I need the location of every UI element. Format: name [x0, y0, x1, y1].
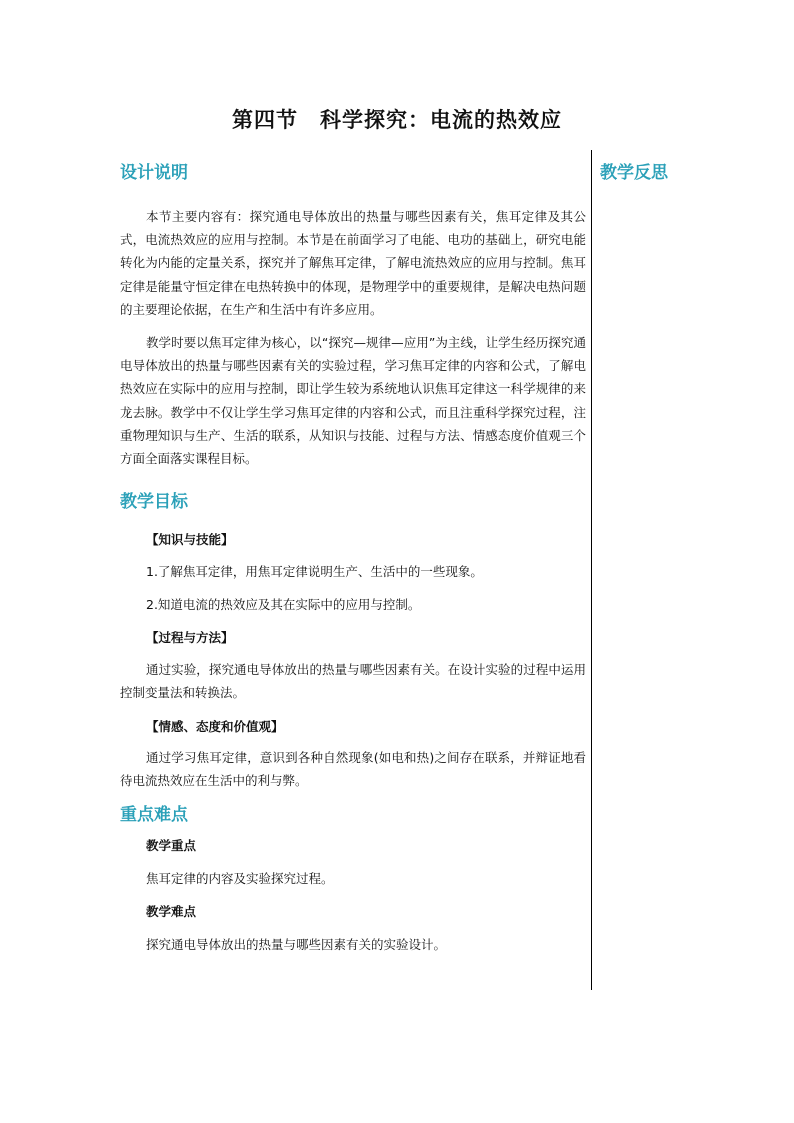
- focus-label: 教学重点: [146, 838, 197, 854]
- reflection-column: [600, 160, 780, 186]
- reflection-heading: 教学反思: [600, 163, 668, 183]
- process-label: 【过程与方法】: [146, 630, 234, 646]
- key-heading: 重点难点: [120, 805, 188, 826]
- column-divider: [591, 150, 592, 990]
- page-title: 第四节 科学探究：电流的热效应: [232, 107, 562, 132]
- goals-heading: 教学目标: [120, 492, 188, 513]
- design-paragraph-2: 教学时要以焦耳定律为核心，以“探究—规律—应用”为主线，让学生经历探究通电导体放出的热量与哪些因素有关的实验过程，学习焦耳定律的内容和公式，了解电热效应在实际中的应用与控制，即让学生较为系统地认识焦耳定律这一科学规律的来龙去脉。教学中不仅让学生学习焦耳定律的内容和公式，而且注重科学探究过程，注重物理知识与生产、生活的联系，从知识与技能、过程与方法、情感态度价值观三个方面全面落实课程目标。: [120, 335, 586, 467]
- process-text: 通过实验，探究通电导体放出的热量与哪些因素有关。在设计实验的过程中运用控制变量法和转换法。: [120, 662, 586, 701]
- design-paragraph-1: 本节主要内容有：探究通电导体放出的热量与哪些因素有关，焦耳定律及其公式，电流热效应的应用与控制。本节是在前面学习了电能、电功的基础上，研究电能转化为内能的定量关系，探究并了解焦耳定律，了解电流热效应的应用与控制。焦耳定律是能量守恒定律在电热转换中的体现，是物理学中的重要规律，是解决电热问题的主要理论依据，在生产和生活中有许多应用。: [120, 209, 586, 317]
- difficulty-text: 探究通电导体放出的热量与哪些因素有关的实验设计。: [146, 937, 447, 953]
- knowledge-item-1: 1.了解焦耳定律，用焦耳定律说明生产、生活中的一些现象。: [146, 564, 483, 580]
- knowledge-item-2: 2.知道电流的热效应及其在实际中的应用与控制。: [146, 597, 421, 613]
- main-column: [120, 160, 586, 955]
- focus-text: 焦耳定律的内容及实验探究过程。: [146, 871, 334, 887]
- design-heading: 设计说明: [120, 163, 188, 183]
- emotion-text: 通过学习焦耳定律，意识到各种自然现象(如电和热)之间存在联系，并辩证地看待电流热效应在生活中的利与弊。: [120, 749, 586, 788]
- difficulty-label: 教学难点: [146, 904, 197, 920]
- emotion-label: 【情感、态度和价值观】: [146, 718, 284, 734]
- knowledge-label: 【知识与技能】: [146, 532, 234, 548]
